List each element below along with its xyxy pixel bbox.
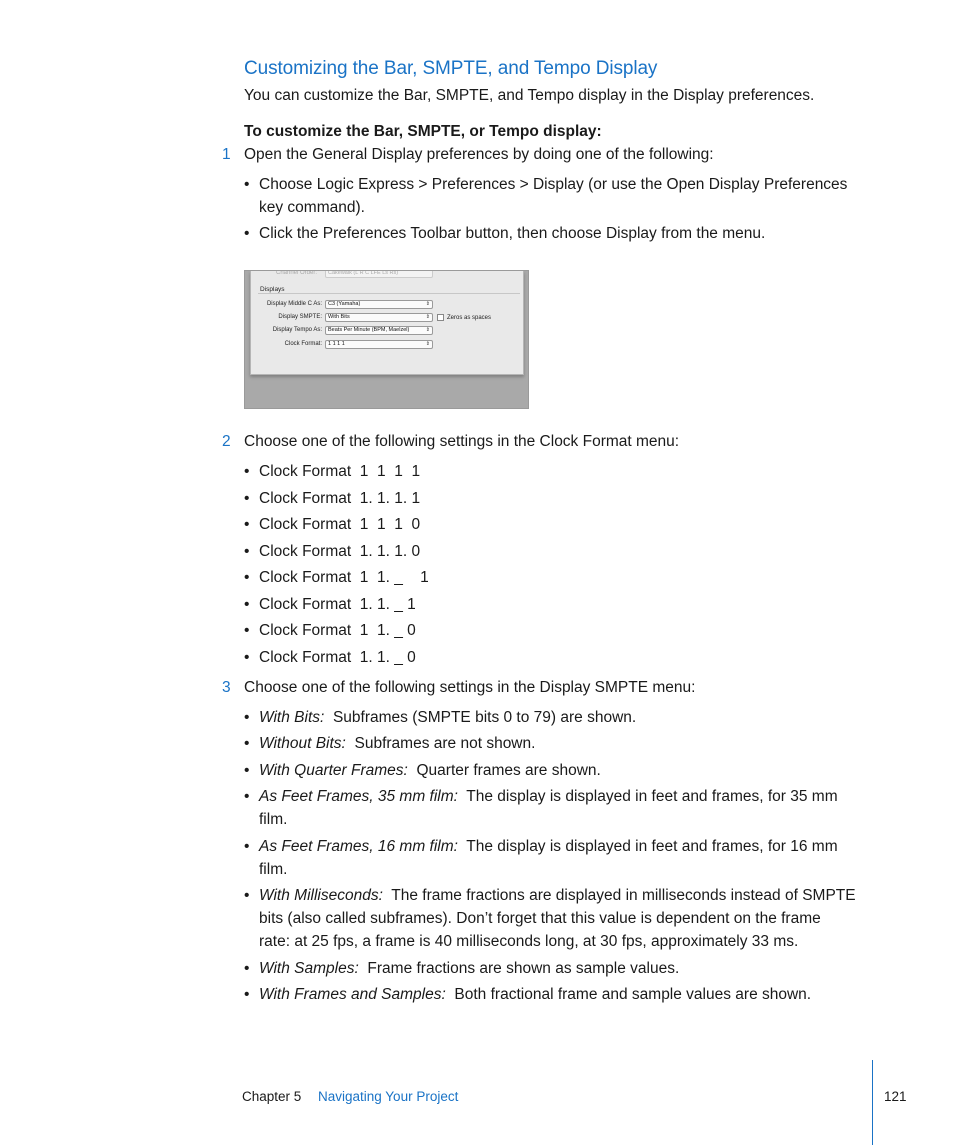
smpte-option: As Feet Frames, 35 mm film: The display is displayed in feet and frames, for 35 mm [259, 788, 838, 805]
smpte-option-continued: film. [259, 811, 288, 828]
footer-divider [872, 1060, 873, 1145]
clock-format-item: Clock Format 1 1 1 0 [259, 516, 421, 533]
bullet-marker: • [244, 762, 250, 779]
clock-format-popup: 1 1 1 1 ⇕ [325, 340, 433, 349]
bullet-marker: • [244, 887, 250, 904]
clock-format-item: Clock Format 1 1 1 1 [259, 463, 421, 480]
clock-format-item: Clock Format 1. 1. _ 0 [259, 649, 416, 666]
bullet-marker: • [244, 788, 250, 805]
smpte-option: With Frames and Samples: Both fractional frame and sample values are shown. [259, 986, 812, 1003]
smpte-option: With Samples: Frame fractions are shown as sample values. [259, 960, 680, 977]
popup-arrows-icon: ⇕ [425, 341, 430, 347]
clock-format-item: Clock Format 1 1. _ 1 [259, 569, 429, 586]
step-text: Choose one of the following settings in the Clock Format menu: [244, 433, 680, 450]
middle-c-popup: C3 (Yamaha) ⇕ [325, 300, 433, 309]
bullet-marker: • [244, 176, 250, 193]
step-text: Choose one of the following settings in the Display SMPTE menu: [244, 679, 696, 696]
channel-order-label: Channel Order: [276, 270, 318, 276]
clock-format-item: Clock Format 1. 1. 1. 1 [259, 490, 421, 507]
clock-format-item: Clock Format 1. 1. 1. 0 [259, 543, 421, 560]
intro-paragraph: You can customize the Bar, SMPTE, and Tempo display in the Display preferences. [244, 87, 815, 104]
channel-order-popup: Cakewalk (L R C LFE Ls Rs) [325, 270, 433, 278]
bullet-marker: • [244, 569, 250, 586]
popup-arrows-icon: ⇕ [425, 327, 430, 333]
smpte-option-continued: film. [259, 861, 288, 878]
bullet-marker: • [244, 596, 250, 613]
footer-chapter: Chapter 5 [242, 1089, 302, 1104]
display-smpte-label: Display SMPTE: [278, 314, 322, 320]
displays-section-label: Displays [260, 286, 285, 293]
bullet-text: Click the Preferences Toolbar button, then choose Display from the menu. [259, 225, 766, 242]
smpte-option-continued: rate: at 25 fps, a frame is 40 milliseconds long, at 30 fps, approximately 33 ms. [259, 933, 799, 950]
smpte-option: With Bits: Subframes (SMPTE bits 0 to 79) are shown. [259, 709, 637, 726]
bullet-marker: • [244, 709, 250, 726]
page-number: 121 [884, 1089, 907, 1104]
bullet-marker: • [244, 543, 250, 560]
display-tempo-label: Display Tempo As: [272, 327, 322, 333]
smpte-option: As Feet Frames, 16 mm film: The display is displayed in feet and frames, for 16 mm [259, 838, 838, 855]
zeros-as-spaces-checkbox [437, 314, 444, 321]
task-title: To customize the Bar, SMPTE, or Tempo display: [244, 123, 602, 140]
smpte-option-continued: bits (also called subframes). Don’t forget that this value is dependent on the frame [259, 910, 821, 927]
clock-format-label: Clock Format: [284, 341, 322, 347]
bullet-marker: • [244, 225, 250, 242]
bullet-marker: • [244, 463, 250, 480]
display-smpte-popup: With Bits ⇕ [325, 313, 433, 322]
bullet-marker: • [244, 649, 250, 666]
popup-arrows-icon: ⇕ [425, 314, 430, 320]
smpte-option: With Quarter Frames: Quarter frames are shown. [259, 762, 601, 779]
bullet-marker: • [244, 986, 250, 1003]
step-number: 1 [222, 146, 231, 163]
step-text: Open the General Display preferences by doing one of the following: [244, 146, 714, 163]
bullet-marker: • [244, 838, 250, 855]
step-number: 3 [222, 679, 231, 696]
section-divider [258, 293, 520, 294]
clock-format-item: Clock Format 1 1. _ 0 [259, 622, 416, 639]
zeros-as-spaces-label: Zeros as spaces [447, 315, 492, 321]
step-number: 2 [222, 433, 231, 450]
footer-chapter-title: Navigating Your Project [318, 1089, 459, 1104]
preferences-panel [250, 271, 524, 375]
bullet-text: Choose Logic Express > Preferences > Display (or use the Open Display Preferences [259, 176, 848, 193]
smpte-option: Without Bits: Subframes are not shown. [259, 735, 536, 752]
clock-format-item: Clock Format 1. 1. _ 1 [259, 596, 416, 613]
section-heading: Customizing the Bar, SMPTE, and Tempo Display [244, 58, 658, 79]
bullet-marker: • [244, 735, 250, 752]
popup-arrows-icon: ⇕ [425, 301, 430, 307]
bullet-marker: • [244, 960, 250, 977]
middle-c-label: Display Middle C As: [266, 301, 322, 307]
bullet-text-continued: key command). [259, 199, 365, 216]
display-preferences-screenshot [244, 270, 529, 409]
bullet-marker: • [244, 622, 250, 639]
bullet-marker: • [244, 516, 250, 533]
bullet-marker: • [244, 490, 250, 507]
display-tempo-popup: Beats Per Minute (BPM, Maelzel) ⇕ [325, 326, 433, 335]
smpte-option: With Milliseconds: The frame fractions are displayed in milliseconds instead of SMPTE [259, 887, 856, 904]
